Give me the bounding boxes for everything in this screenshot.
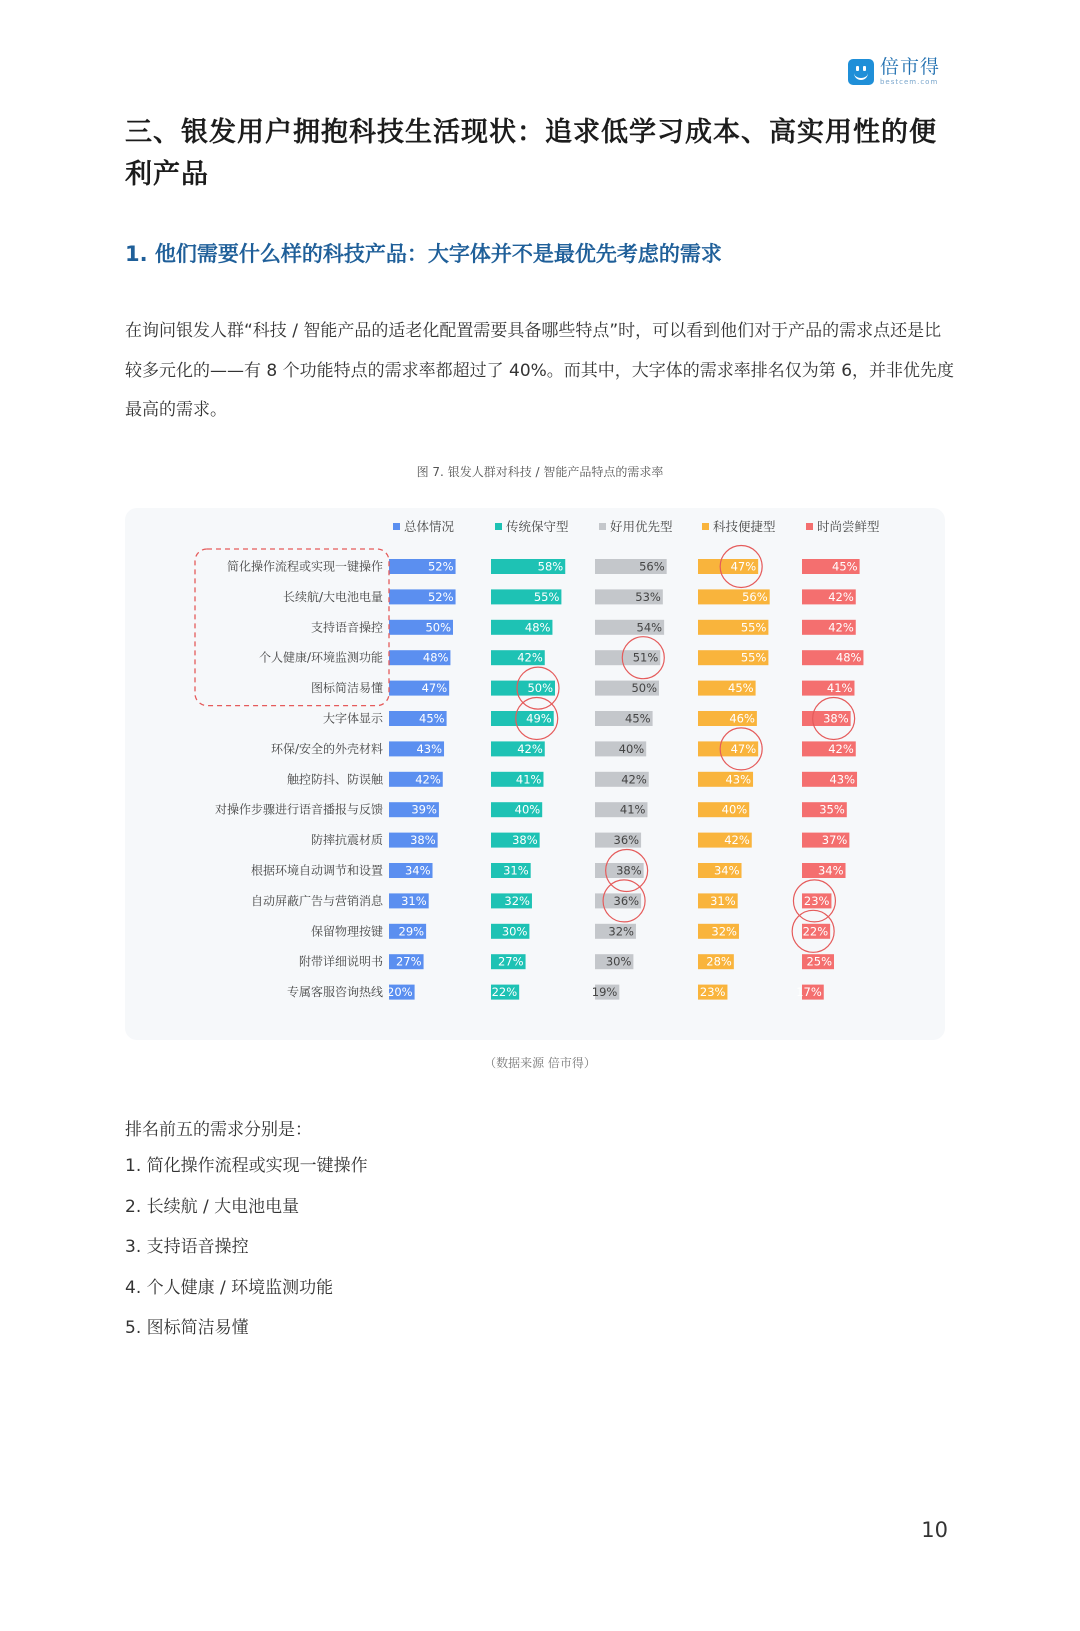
- bar-value-label: 37%: [821, 833, 848, 848]
- category-label: 根据环境自动调节和设置: [250, 863, 383, 878]
- bar-value-label: 38%: [616, 863, 642, 878]
- category-label: 对操作步骤进行语音播报与反馈: [214, 802, 383, 817]
- bar-value-label: 45%: [832, 559, 858, 574]
- bar-value-label: 42%: [828, 741, 854, 756]
- legend-swatch: [806, 523, 813, 530]
- bar-value-label: 56%: [742, 589, 768, 604]
- bar-value-label: 48%: [835, 650, 862, 665]
- bar-value-label: 52%: [427, 559, 454, 574]
- bar-value-label: 22%: [491, 985, 518, 1000]
- bar-value-label: 50%: [631, 681, 657, 696]
- bar-value-label: 35%: [819, 802, 845, 817]
- bar-value-label: 27%: [497, 954, 524, 969]
- list-item: 3. 支持语音操控: [125, 1237, 249, 1257]
- bar-value-label: 40%: [721, 802, 748, 817]
- bar-value-label: 51%: [632, 650, 659, 665]
- page-number: 10: [921, 1518, 948, 1542]
- bar-value-label: 50%: [527, 681, 553, 696]
- figure-caption: 图 7. 银发人群对科技 / 智能产品特点的需求率: [416, 465, 664, 479]
- list-item: 4. 个人健康 / 环境监测功能: [125, 1277, 334, 1298]
- category-label: 环保/安全的外壳材料: [270, 741, 383, 756]
- bar-value-label: 49%: [526, 711, 552, 726]
- bar-value-label: 36%: [613, 833, 640, 848]
- bar-value-label: 29%: [398, 924, 425, 939]
- bar-value-label: 58%: [537, 559, 564, 574]
- bar-value-label: 43%: [829, 772, 856, 787]
- top-five-list: [125, 1146, 368, 1349]
- legend-swatch: [393, 523, 400, 530]
- bar-value-label: 20%: [387, 985, 413, 1000]
- bar-value-label: 34%: [404, 863, 431, 878]
- bar-value-label: 47%: [421, 681, 448, 696]
- bar-value-label: 27%: [395, 954, 422, 969]
- category-label: 支持语音操控: [310, 620, 383, 635]
- bar-value-label: 52%: [427, 589, 454, 604]
- bar-value-label: 55%: [533, 589, 560, 604]
- legend-swatch: [702, 523, 709, 530]
- legend-label: 科技便捷型: [713, 519, 776, 534]
- bar-value-label: 42%: [517, 741, 543, 756]
- bar-value-label: 53%: [635, 589, 661, 604]
- category-label: 触控防抖、防误触: [286, 772, 383, 787]
- bar-value-label: 54%: [636, 620, 663, 635]
- bar-value-label: 31%: [503, 863, 529, 878]
- bar-value-label: 30%: [501, 924, 528, 939]
- list-item: 1. 简化操作流程或实现一键操作: [125, 1156, 368, 1176]
- bar-value-label: 17%: [796, 985, 822, 1000]
- intro-paragraph: 在询问银发人群“科技 / 智能产品的适老化配置需要具备哪些特点”时，可以看到他们对于产品的需求点还是比较多元化的——有 8 个功能特点的需求率都超过了 40%。而其中，大字体的需求率排名仅为第 6，并非优先度最高的需求。: [125, 321, 955, 420]
- bar-value-label: 55%: [740, 620, 767, 635]
- category-label: 大字体显示: [322, 711, 383, 726]
- bar-value-label: 42%: [517, 650, 543, 665]
- bar-value-label: 36%: [613, 893, 640, 908]
- bar-value-label: 39%: [411, 802, 437, 817]
- bar-value-label: 32%: [711, 924, 737, 939]
- list-intro: 排名前五的需求分别是：: [125, 1120, 312, 1140]
- chart-card: [125, 508, 945, 1040]
- bar-value-label: 19%: [591, 985, 618, 1000]
- bar-value-label: 38%: [512, 833, 538, 848]
- bar-value-label: 46%: [729, 711, 755, 726]
- bar-value-label: 43%: [416, 741, 443, 756]
- category-label: 保留物理按键: [310, 924, 383, 939]
- bar-value-label: 31%: [401, 893, 427, 908]
- bar-value-label: 23%: [803, 893, 830, 908]
- bar-value-label: 32%: [504, 893, 530, 908]
- bar-value-label: 56%: [639, 559, 665, 574]
- bar-value-label: 31%: [710, 893, 736, 908]
- bar-value-label: 41%: [515, 772, 542, 787]
- brand-logo: [848, 58, 940, 86]
- bar-value-label: 43%: [725, 772, 752, 787]
- category-label: 简化操作流程或实现一键操作: [226, 559, 383, 574]
- legend-label: 传统保守型: [506, 519, 569, 534]
- legend-label: 时尚尝鲜型: [817, 519, 880, 534]
- category-label: 附带详细说明书: [298, 954, 383, 969]
- bar-value-label: 32%: [608, 924, 634, 939]
- logo-text-cn: 倍市得: [879, 56, 940, 78]
- category-label: 图标简洁易懂: [310, 681, 383, 696]
- bar-value-label: 55%: [740, 650, 767, 665]
- bar-value-label: 38%: [823, 711, 849, 726]
- bar-value-label: 47%: [730, 741, 757, 756]
- bar-value-label: 23%: [699, 985, 726, 1000]
- bar-value-label: 41%: [619, 802, 646, 817]
- bar-value-label: 50%: [425, 620, 451, 635]
- bar-value-label: 40%: [618, 741, 645, 756]
- logo-face-icon: [848, 59, 874, 85]
- bar-value-label: 42%: [828, 589, 854, 604]
- bar-value-label: 48%: [422, 650, 449, 665]
- bar-value-label: 28%: [706, 954, 732, 969]
- legend-label: 好用优先型: [610, 519, 673, 534]
- bar-value-label: 41%: [826, 681, 853, 696]
- bar-value-label: 42%: [828, 620, 854, 635]
- bar-value-label: 34%: [713, 863, 740, 878]
- bar-value-label: 40%: [514, 802, 541, 817]
- category-label: 长续航/大电池电量: [282, 589, 383, 604]
- category-label: 个人健康/环境监测功能: [258, 650, 383, 665]
- bar-value-label: 42%: [621, 772, 647, 787]
- bar-value-label: 38%: [410, 833, 436, 848]
- bar-value-label: 30%: [605, 954, 632, 969]
- bar-value-label: 42%: [724, 833, 750, 848]
- category-label: 防摔抗震材质: [310, 833, 383, 848]
- legend-swatch: [495, 523, 502, 530]
- bar-value-label: 42%: [415, 772, 441, 787]
- bar-value-label: 22%: [802, 924, 829, 939]
- data-source-note: （数据来源 倍市得）: [484, 1056, 596, 1070]
- section-heading: 三、银发用户拥抱科技生活现状：追求低学习成本、高实用性的便利产品: [125, 117, 937, 190]
- list-item: 5. 图标简洁易懂: [125, 1318, 249, 1338]
- demand-rate-chart: [125, 508, 945, 1040]
- bar-value-label: 34%: [817, 863, 844, 878]
- bar-value-label: 45%: [625, 711, 651, 726]
- legend-swatch: [599, 523, 606, 530]
- bar-value-label: 45%: [728, 681, 754, 696]
- bar-value-label: 45%: [419, 711, 445, 726]
- category-label: 自动屏蔽广告与营销消息: [250, 893, 383, 908]
- category-label: 专属客服咨询热线: [286, 985, 383, 1000]
- subsection-heading: 1. 他们需要什么样的科技产品：大字体并不是最优先考虑的需求: [125, 242, 722, 266]
- bar-value-label: 48%: [524, 620, 551, 635]
- logo-text-en: bestcem.com: [879, 78, 939, 86]
- bar-value-label: 47%: [730, 559, 757, 574]
- legend-label: 总体情况: [404, 519, 455, 534]
- bar-value-label: 25%: [806, 954, 832, 969]
- list-item: 2. 长续航 / 大电池电量: [125, 1196, 300, 1217]
